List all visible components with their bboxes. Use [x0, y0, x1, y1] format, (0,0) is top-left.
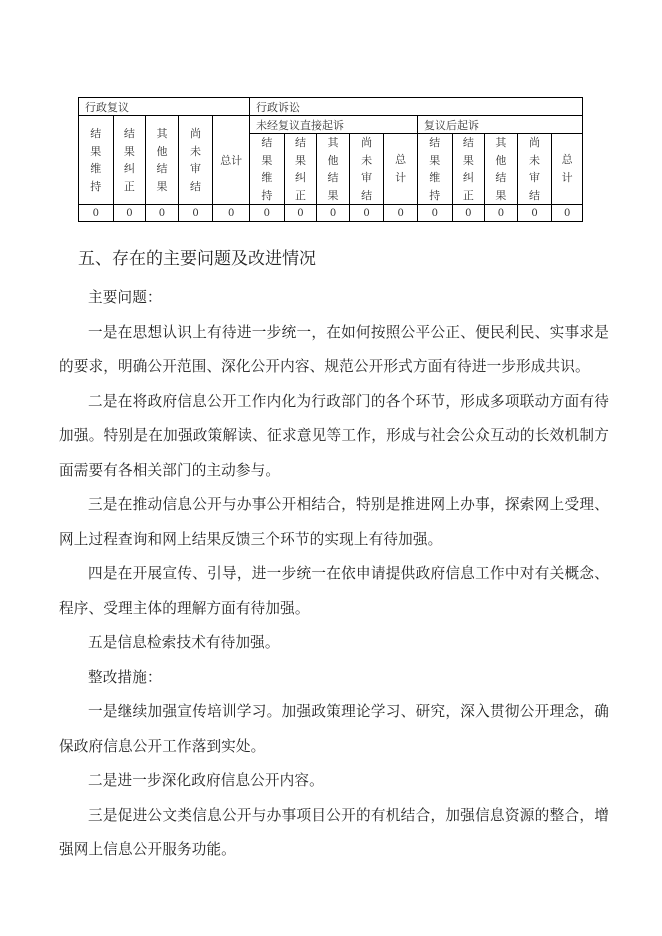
subgroup-header-after: 复议后起诉 — [417, 116, 582, 134]
table-header-row-1 — [79, 98, 583, 116]
table-cell: 0 — [552, 205, 583, 222]
paragraph: 二是在将政府信息公开工作内化为行政部门的各个环节，形成多项联动方面有待加强。特别是在加强政策解读、征求意见等工作，形成与社会公众互动的长效机制方面需要有各相关部门的主动参与。 — [59, 392, 609, 479]
col-after-total: 总计 — [552, 134, 583, 205]
table-header-row-2 — [79, 116, 583, 134]
paragraph: 一是继续加强宣传培训学习。加强政策理论学习、研究，深入贯彻公开理念，确保政府信息公开工作落到实处。 — [59, 703, 609, 755]
col-after-other: 其他结果 — [485, 134, 518, 205]
subgroup-header-direct: 未经复议直接起诉 — [250, 116, 418, 134]
col-after-pending: 尚未审结 — [517, 134, 552, 205]
col-direct-correct: 结果纠正 — [284, 134, 317, 205]
table-cell: 0 — [213, 205, 250, 222]
table-cell: 0 — [517, 205, 552, 222]
table-cell: 0 — [384, 205, 418, 222]
col-review-pending: 尚未审结 — [178, 116, 213, 205]
col-review-correct: 结果纠正 — [113, 116, 146, 205]
col-review-total: 总计 — [213, 116, 250, 205]
col-after-correct: 结果纠正 — [452, 134, 485, 205]
table-cell: 0 — [417, 205, 452, 222]
paragraph: 五是信息检索技术有待加强。 — [88, 634, 280, 651]
col-direct-pending: 尚未审结 — [349, 134, 384, 205]
col-direct-total: 总计 — [384, 134, 418, 205]
table-cell: 0 — [146, 205, 179, 222]
administrative-review-litigation-table — [78, 97, 583, 222]
table-cell: 0 — [113, 205, 146, 222]
table-cell: 0 — [452, 205, 485, 222]
col-direct-other: 其他结果 — [317, 134, 350, 205]
paragraph: 三是促进公文类信息公开与办事项目公开的有机结合，加强信息资源的整合，增强网上信息公开服务功能。 — [59, 806, 609, 858]
table-row — [79, 205, 583, 222]
paragraph: 主要问题： — [88, 289, 162, 306]
col-direct-maintain: 结果维持 — [250, 134, 285, 205]
section-body — [59, 281, 609, 868]
paragraph: 整改措施： — [88, 668, 162, 686]
col-review-other: 其他结果 — [146, 116, 179, 205]
table-cell: 0 — [79, 205, 114, 222]
col-review-maintain: 结果维持 — [79, 116, 114, 205]
table-cell: 0 — [178, 205, 213, 222]
table-cell: 0 — [349, 205, 384, 222]
section-heading: 五、存在的主要问题及改进情况 — [78, 249, 316, 269]
table-cell: 0 — [250, 205, 285, 222]
col-after-maintain: 结果维持 — [417, 134, 452, 205]
table-cell: 0 — [317, 205, 350, 222]
paragraph: 二是进一步深化政府信息公开内容。 — [88, 772, 324, 789]
paragraph: 三是在推动信息公开与办事公开相结合，特别是推进网上办事，探索网上受理、网上过程查询和网上结果反馈三个环节的实现上有待加强。 — [59, 496, 609, 548]
group-header-litigation: 行政诉讼 — [250, 98, 583, 116]
paragraph: 四是在开展宣传、引导，进一步统一在依申请提供政府信息工作中对有关概念、程序、受理主体的理解方面有待加强。 — [59, 565, 609, 617]
table-cell: 0 — [485, 205, 518, 222]
paragraph: 一是在思想认识上有待进一步统一，在如何按照公平公正、便民利民、实事求是的要求，明确公开范围、深化公开内容、规范公开形式方面有待进一步形成共识。 — [59, 323, 609, 375]
table-cell: 0 — [284, 205, 317, 222]
group-header-review: 行政复议 — [79, 98, 250, 116]
